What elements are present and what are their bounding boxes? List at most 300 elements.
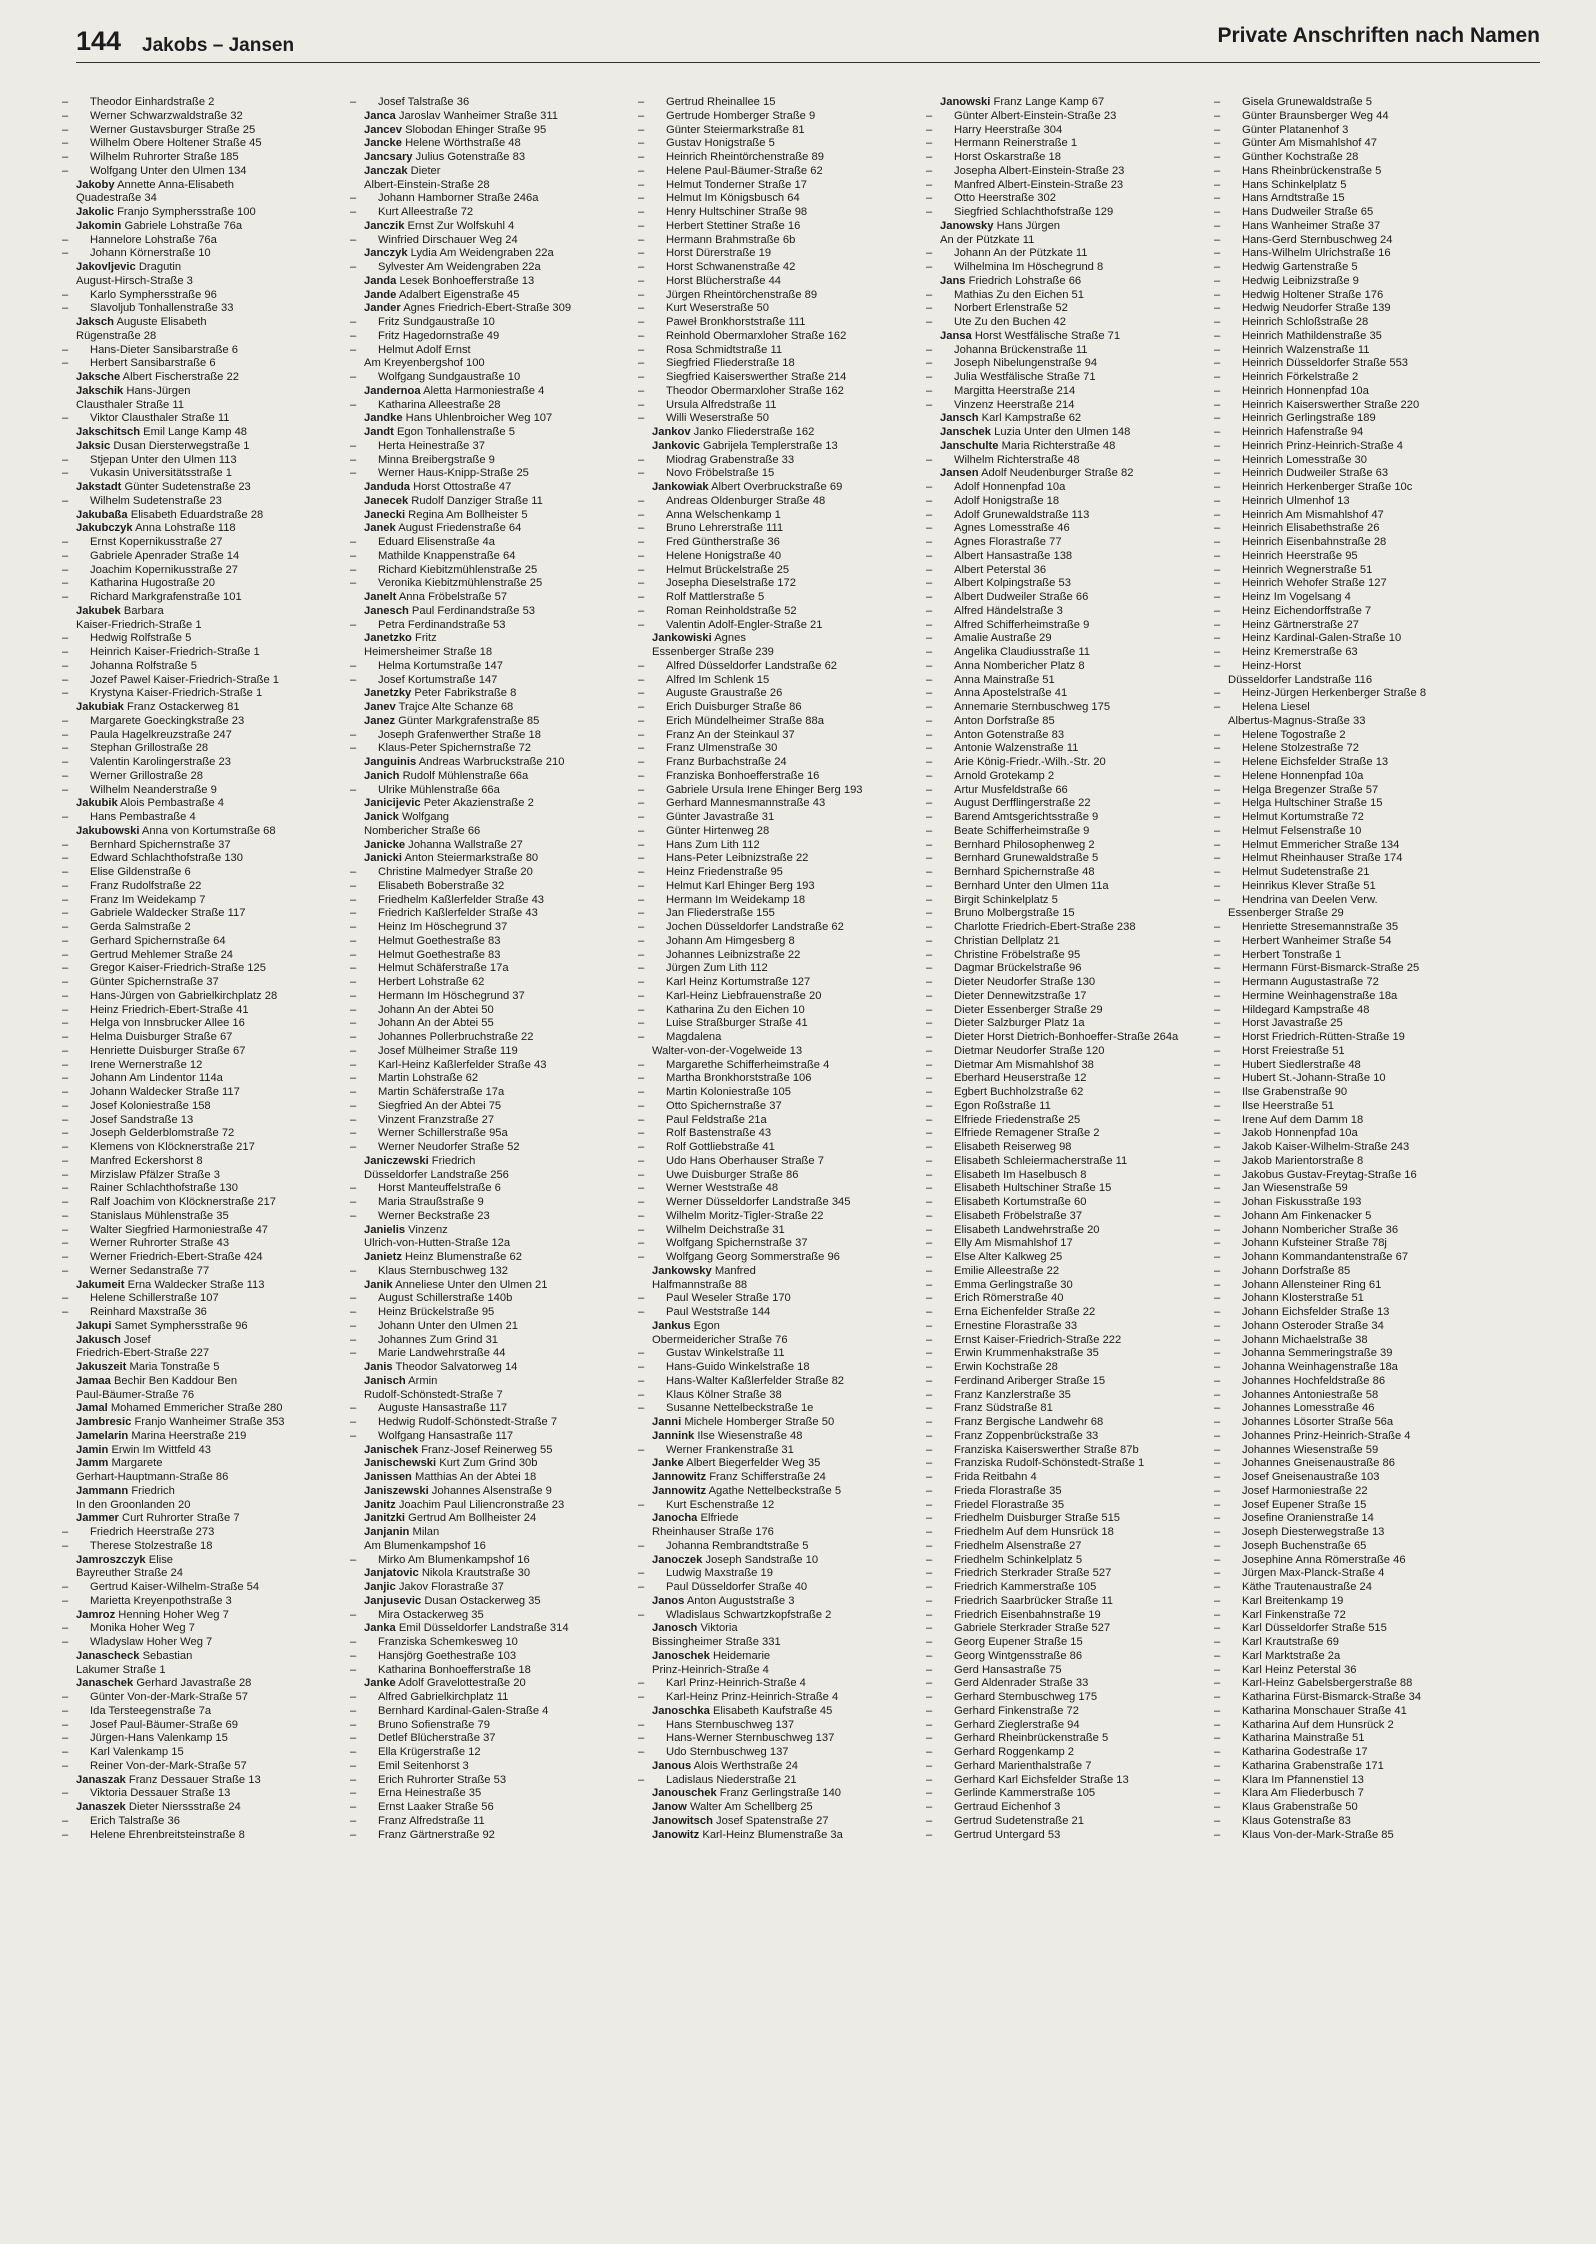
entry-text: Gustav Honigstraße 5: [666, 137, 775, 150]
entry-text: Dieter: [410, 164, 441, 177]
directory-entry: [1214, 1498, 1516, 1513]
directory-entry: [62, 714, 364, 729]
ditto-dash: –: [926, 453, 933, 466]
directory-entry: [62, 151, 364, 165]
directory-entry: [350, 1113, 652, 1128]
ditto-dash: –: [638, 934, 645, 947]
ditto-dash: –: [1214, 1347, 1221, 1360]
directory-entry: [1214, 1251, 1516, 1265]
ditto-dash: –: [1214, 563, 1221, 576]
directory-entry: [76, 1279, 364, 1293]
ditto-dash: –: [1214, 1319, 1221, 1332]
surname: Janitz: [364, 1498, 396, 1511]
directory-entry: [62, 577, 364, 591]
entry-text: Elisabeth Reiserweg 98: [954, 1141, 1072, 1153]
directory-entry: [1214, 1608, 1516, 1623]
entry-text: Johann Am Finkenacker 5: [1242, 1209, 1372, 1222]
ditto-dash: –: [1214, 948, 1221, 961]
ditto-dash: –: [926, 1539, 933, 1552]
entry-text: Bruno Molbergstraße 15: [954, 907, 1075, 920]
entry-text: Heinrich Walzenstraße 11: [1242, 343, 1370, 356]
directory-entry: [1214, 1457, 1516, 1471]
entry-text: Norbert Erlenstraße 52: [954, 302, 1068, 315]
ditto-dash: –: [62, 357, 69, 370]
ditto-dash: –: [350, 948, 357, 961]
ditto-dash: –: [1214, 426, 1221, 438]
directory-entry: [350, 1636, 652, 1650]
entry-text: Helene Togostraße 2: [1242, 728, 1346, 741]
entry-text: Franz Ulmenstraße 30: [666, 742, 778, 755]
ditto-dash: –: [1214, 1031, 1221, 1043]
ditto-dash: –: [1214, 96, 1221, 108]
entry-text: Horst Javastraße 25: [1242, 1017, 1343, 1030]
directory-entry: [638, 151, 940, 165]
entry-text: Reiner Von-der-Mark-Straße 57: [90, 1759, 247, 1772]
directory-entry: [638, 1086, 940, 1100]
entry-text: Alfred Schifferheimstraße 9: [954, 618, 1090, 631]
directory-entry: [364, 1375, 652, 1389]
entry-text: Bruno Sofienstraße 79: [378, 1718, 490, 1731]
entry-text: Johannes Hochfeldstraße 86: [1242, 1374, 1386, 1387]
directory-entry: [926, 1017, 1228, 1031]
surname: Janissen: [364, 1471, 412, 1483]
ditto-dash: –: [926, 1663, 933, 1676]
entry-text: Josef: [123, 1333, 151, 1346]
surname: Janaschek: [76, 1677, 134, 1690]
directory-entry: [940, 330, 1228, 344]
directory-entry: [926, 247, 1228, 261]
entry-text: Bechir Ben Kaddour Ben: [113, 1374, 238, 1387]
surname: Janischewski: [364, 1457, 437, 1470]
entry-text: Elisabeth Boberstraße 32: [378, 879, 505, 892]
ditto-dash: –: [926, 178, 933, 191]
entry-text: Arnold Grotekamp 2: [954, 769, 1055, 782]
directory-entry: [926, 508, 1228, 523]
entry-text: Josef Mülheimer Straße 119: [378, 1044, 518, 1057]
entry-text: Rügenstraße 28: [76, 329, 157, 342]
ditto-dash: –: [62, 96, 69, 108]
entry-text: Auguste Hansastraße 117: [378, 1402, 508, 1415]
ditto-dash: –: [638, 1581, 645, 1593]
entry-text: Heinz Im Höschegrund 37: [378, 921, 508, 933]
surname: Janosch: [652, 1622, 698, 1635]
entry-text: Friedrich Eisenbahnstraße 19: [954, 1608, 1101, 1621]
ditto-dash: –: [1214, 1787, 1221, 1800]
entry-text: Emma Gerlingstraße 30: [954, 1278, 1073, 1291]
ditto-dash: –: [638, 412, 645, 425]
directory-entry: [652, 1801, 940, 1815]
entry-text: Heinz Friedrich-Ebert-Straße 41: [90, 1003, 249, 1016]
directory-entry: [1214, 1649, 1516, 1664]
surname: Jakschitsch: [76, 426, 141, 438]
directory-entry: [62, 453, 364, 468]
entry-text: Paul Weseler Straße 170: [666, 1292, 791, 1305]
ditto-dash: –: [1214, 1278, 1221, 1291]
entry-text: Werner Haus-Knipp-Straße 25: [378, 467, 529, 480]
ditto-dash: –: [62, 577, 69, 590]
directory-entry: [76, 1677, 364, 1691]
ditto-dash: –: [926, 1718, 933, 1731]
ditto-dash: –: [638, 1113, 645, 1126]
directory-entry: [1214, 247, 1516, 261]
ditto-dash: –: [926, 1003, 933, 1016]
ditto-dash: –: [638, 219, 645, 232]
entry-text: Udo Hans Oberhauser Straße 7: [666, 1154, 824, 1167]
ditto-dash: –: [638, 1017, 645, 1030]
entry-text: Dusan Diersterwegstraße 1: [113, 439, 250, 452]
entry-text: Hans Pembastraße 4: [90, 811, 196, 823]
directory-entry: [638, 1113, 940, 1128]
ditto-dash: –: [926, 742, 933, 755]
directory-entry: [638, 1072, 940, 1086]
ditto-dash: –: [638, 1141, 645, 1153]
entry-text: Jürgen Max-Planck-Straße 4: [1242, 1567, 1385, 1580]
ditto-dash: –: [62, 962, 69, 975]
entry-text: Josepha Albert-Einstein-Straße 23: [954, 164, 1125, 177]
directory-entry: [62, 1746, 364, 1760]
entry-text: Erwin Im Wittfeld 43: [111, 1443, 211, 1456]
directory-entry: [926, 838, 1228, 853]
ditto-dash: –: [1214, 659, 1221, 672]
ditto-dash: –: [926, 1457, 933, 1470]
entry-text: Matthias An der Abtei 18: [415, 1471, 537, 1483]
entry-text: Peter Fabrikstraße 8: [414, 687, 517, 700]
directory-entry: [62, 494, 364, 509]
surname: Jandernoa: [364, 384, 421, 397]
entry-text: Adolf Honigstraße 18: [954, 494, 1060, 507]
directory-entry: [652, 1705, 940, 1719]
ditto-dash: –: [638, 783, 645, 796]
ditto-dash: –: [1214, 109, 1221, 122]
surname: Janka: [364, 1622, 396, 1635]
entry-text: Gerhard Spichernstraße 64: [90, 934, 226, 947]
ditto-dash: –: [350, 659, 357, 672]
entry-text: Johann Kufsteiner Straße 78j: [1242, 1237, 1387, 1250]
ditto-dash: –: [1214, 1443, 1221, 1456]
entry-text: Heinrich Herkenberger Straße 10c: [1242, 481, 1413, 493]
directory-entry: [1214, 1443, 1516, 1458]
directory-entry: [926, 1278, 1228, 1293]
entry-text: Friedrich: [431, 1154, 476, 1167]
ditto-dash: –: [638, 577, 645, 590]
ditto-dash: –: [638, 852, 645, 865]
ditto-dash: –: [62, 247, 69, 260]
directory-entry: [62, 1636, 364, 1650]
directory-entry: [1214, 783, 1516, 798]
directory-entry: [76, 1567, 364, 1581]
entry-text: Theodor Obermarxloher Straße 162: [666, 384, 844, 397]
entry-text: Fritz Hagedornstraße 49: [378, 329, 500, 342]
entry-text: Friedrich Lohstraße 66: [968, 274, 1082, 287]
directory-entry: [62, 962, 364, 976]
ditto-dash: –: [926, 288, 933, 301]
ditto-dash: –: [926, 728, 933, 741]
entry-text: Franz An der Steinkaul 37: [666, 728, 795, 741]
surname: Jakubczyk: [76, 522, 133, 535]
directory-entry: [350, 316, 652, 330]
directory-entry: [926, 769, 1228, 784]
ditto-dash: –: [926, 1182, 933, 1195]
entry-text: Erich Römerstraße 40: [954, 1292, 1064, 1305]
ditto-dash: –: [62, 756, 69, 768]
directory-entry: [1214, 1223, 1516, 1238]
directory-entry: [652, 426, 940, 440]
directory-entry: [638, 371, 940, 385]
ditto-dash: –: [350, 1196, 357, 1208]
entry-text: Heinrich Rheintörchenstraße 89: [666, 151, 824, 163]
entry-text: Mohamed Emmericher Straße 280: [110, 1402, 283, 1415]
entry-text: Hans-Wilhelm Ulrichstraße 16: [1242, 247, 1391, 260]
directory-entry: [76, 1416, 364, 1430]
directory-entry: [652, 1829, 940, 1843]
entry-text: Jakob Kaiser-Wilhelm-Straße 243: [1242, 1141, 1410, 1153]
ditto-dash: –: [350, 96, 357, 108]
ditto-dash: –: [926, 976, 933, 988]
directory-entry: [62, 1003, 364, 1018]
directory-entry: [350, 1649, 652, 1664]
ditto-dash: –: [1214, 1044, 1221, 1057]
directory-entry: [364, 1444, 652, 1458]
directory-entry: [62, 1759, 364, 1774]
directory-entry: [926, 618, 1228, 633]
directory-entry: [638, 962, 940, 976]
entry-text: Heinrich Düsseldorfer Straße 553: [1242, 357, 1409, 370]
entry-text: Albert Biegerfelder Weg 35: [686, 1457, 821, 1470]
entry-text: Kurt Eschenstraße 12: [666, 1498, 775, 1511]
ditto-dash: –: [62, 494, 69, 507]
entry-text: Erich Duisburger Straße 86: [666, 701, 802, 713]
directory-entry: [350, 1333, 652, 1348]
entry-text: Albert Overbruckstraße 69: [711, 481, 843, 493]
directory-entry: [1214, 1663, 1516, 1678]
entry-text: Margarete Goeckingkstraße 23: [90, 714, 245, 727]
ditto-dash: –: [926, 1278, 933, 1291]
ditto-dash: –: [350, 467, 357, 480]
entry-text: Dietmar Am Mismahlshof 38: [954, 1058, 1094, 1071]
entry-text: Andreas Oldenburger Straße 48: [666, 494, 826, 507]
ditto-dash: –: [1214, 1388, 1221, 1401]
entry-text: Ute Zu den Buchen 42: [954, 316, 1066, 328]
entry-text: Johann Körnerstraße 10: [90, 247, 211, 260]
ditto-dash: –: [638, 866, 645, 878]
directory-entry: [1214, 1746, 1516, 1760]
entry-text: Ernst Laaker Straße 56: [378, 1801, 494, 1813]
ditto-dash: –: [926, 907, 933, 920]
directory-entry: [350, 783, 652, 798]
directory-entry: [1214, 1567, 1516, 1581]
entry-text: Nombericher Straße 66: [364, 824, 481, 837]
ditto-dash: –: [926, 989, 933, 1002]
directory-entry: [926, 783, 1228, 798]
entry-text: Katharina Fürst-Bismarck-Straße 34: [1242, 1691, 1422, 1703]
directory-entry: [350, 1608, 652, 1623]
ditto-dash: –: [62, 1003, 69, 1016]
directory-entry: [1214, 1814, 1516, 1829]
entry-text: Gertrud Rheinallee 15: [666, 96, 776, 108]
ditto-dash: –: [926, 1113, 933, 1126]
entry-text: Albert-Einstein-Straße 28: [364, 178, 490, 191]
ditto-dash: –: [926, 1237, 933, 1250]
directory-entry: [62, 687, 364, 701]
ditto-dash: –: [1214, 1581, 1221, 1593]
directory-entry: [926, 316, 1228, 330]
entry-text: Hubert Siedlerstraße 48: [1242, 1058, 1361, 1071]
entry-text: Franz Dessauer Straße 13: [128, 1773, 261, 1786]
entry-text: Franz Burbachstraße 24: [666, 756, 787, 768]
entry-text: Werner Neudorfer Straße 52: [378, 1141, 520, 1153]
entry-text: Adolf Honnenpfad 10a: [954, 481, 1066, 493]
directory-entry: [638, 563, 940, 578]
entry-text: Klara Am Fliederbusch 7: [1242, 1787, 1364, 1800]
directory-entry: [76, 1444, 364, 1458]
directory-entry: [926, 632, 1228, 646]
entry-text: Harry Heerstraße 304: [954, 123, 1063, 136]
entry-text: Ulrich-von-Hutten-Straße 12a: [364, 1237, 511, 1250]
directory-entry: [638, 1154, 940, 1169]
entry-text: Theodor Einhardstraße 2: [90, 96, 215, 108]
directory-entry: [926, 1388, 1228, 1403]
entry-text: Wilhelm Ruhrorter Straße 185: [90, 151, 239, 163]
ditto-dash: –: [926, 316, 933, 328]
ditto-dash: –: [638, 151, 645, 163]
entry-text: Hans-Werner Sternbuschweg 137: [666, 1732, 835, 1745]
directory-entry: [926, 1347, 1228, 1361]
entry-text: Henriette Stresemannstraße 35: [1242, 921, 1399, 933]
directory-entry: [638, 1141, 940, 1155]
entry-text: Valentin Adolf-Engler-Straße 21: [666, 618, 823, 631]
ditto-dash: –: [350, 1141, 357, 1153]
directory-entry: [1214, 811, 1516, 825]
entry-text: Hermine Weinhagenstraße 18a: [1242, 989, 1398, 1002]
entry-text: Johannes Lösorter Straße 56a: [1242, 1416, 1394, 1428]
entry-text: Uwe Duisburger Straße 86: [666, 1168, 799, 1181]
directory-entry: [1214, 1031, 1516, 1045]
ditto-dash: –: [638, 1072, 645, 1085]
surname: Jamaa: [76, 1374, 111, 1387]
directory-entry: [1214, 1361, 1516, 1375]
entry-text: Sebastian: [142, 1649, 193, 1662]
ditto-dash: –: [926, 893, 933, 906]
directory-entry: [926, 1773, 1228, 1788]
ditto-dash: –: [926, 1086, 933, 1098]
directory-entry: [638, 164, 940, 179]
directory-entry: [1214, 508, 1516, 523]
entry-text: Hans-Walter Kaßlerfelder Straße 82: [666, 1374, 845, 1387]
directory-columns: [62, 96, 1516, 2216]
directory-entry: [350, 1017, 652, 1031]
ditto-dash: –: [926, 1223, 933, 1236]
entry-text: Viktoria Dessauer Straße 13: [90, 1787, 231, 1800]
ditto-dash: –: [926, 481, 933, 493]
entry-text: Anton Gotenstraße 83: [954, 728, 1065, 741]
entry-text: Ida Tersteegenstraße 7a: [90, 1704, 212, 1717]
ditto-dash: –: [638, 233, 645, 246]
ditto-dash: –: [638, 907, 645, 920]
ditto-dash: –: [62, 1127, 69, 1140]
ditto-dash: –: [1214, 1649, 1221, 1662]
ditto-dash: –: [926, 1526, 933, 1538]
directory-column-1: [62, 96, 364, 2216]
directory-entry: [652, 632, 940, 646]
directory-entry: [1214, 412, 1516, 426]
entry-text: Heinrich Wehofer Straße 127: [1242, 577, 1387, 590]
entry-text: Albertus-Magnus-Straße 33: [1228, 714, 1366, 727]
ditto-dash: –: [350, 536, 357, 548]
directory-entry: [1214, 687, 1516, 701]
directory-entry: [350, 1196, 652, 1210]
entry-text: Albert Peterstal 36: [954, 563, 1047, 576]
surname: Janaszek: [76, 1801, 126, 1813]
directory-entry: [652, 440, 940, 454]
directory-entry: [62, 1017, 364, 1031]
ditto-dash: –: [350, 1127, 357, 1140]
directory-entry: [926, 1663, 1228, 1678]
directory-entry: [1214, 1526, 1516, 1540]
ditto-dash: –: [926, 1402, 933, 1415]
directory-entry: [940, 220, 1228, 234]
directory-entry: [652, 1636, 940, 1650]
ditto-dash: –: [350, 1704, 357, 1717]
ditto-dash: –: [350, 618, 357, 631]
entry-text: Gerd Hansastraße 75: [954, 1663, 1062, 1676]
directory-entry: [638, 989, 940, 1004]
ditto-dash: –: [350, 1347, 357, 1360]
directory-entry: [76, 509, 364, 523]
directory-entry: [1214, 1622, 1516, 1636]
directory-column-5: [1214, 96, 1516, 2216]
directory-entry: [62, 1168, 364, 1183]
entry-text: Lesek Bonhoefferstraße 13: [399, 274, 535, 287]
ditto-dash: –: [638, 742, 645, 755]
directory-entry: [364, 1512, 652, 1526]
entry-text: Heinrich Wegnerstraße 51: [1242, 563, 1373, 576]
entry-text: Obermeidericher Straße 76: [652, 1333, 788, 1346]
surname: Janesch: [364, 604, 409, 617]
entry-text: Rudolf Mühlenstraße 66a: [402, 769, 529, 782]
directory-entry: [1214, 563, 1516, 578]
entry-text: Alois Pembastraße 4: [120, 797, 225, 810]
surname: Janek: [364, 522, 396, 535]
entry-text: Josef Harmoniestraße 22: [1242, 1484, 1368, 1497]
surname: Jammann: [76, 1484, 129, 1497]
directory-entry: [62, 756, 364, 770]
entry-text: Friedhelm Schinkelplatz 5: [954, 1553, 1083, 1566]
surname: Jakubek: [76, 604, 121, 617]
directory-entry: [638, 233, 940, 248]
directory-entry: [652, 1664, 940, 1678]
ditto-dash: –: [1214, 1759, 1221, 1772]
ditto-dash: –: [62, 1732, 69, 1745]
surname: Janicijevic: [364, 797, 421, 810]
entry-text: Hans-Gerd Sternbuschweg 24: [1242, 233, 1393, 246]
entry-text: Amalie Austraße 29: [954, 632, 1052, 645]
entry-text: Horst Blücherstraße 44: [666, 274, 782, 287]
ditto-dash: –: [926, 563, 933, 576]
entry-text: Egon Roßstraße 11: [954, 1099, 1051, 1112]
entry-text: Hedwig Holtener Straße 176: [1242, 288, 1384, 301]
ditto-dash: –: [638, 316, 645, 328]
ditto-dash: –: [926, 123, 933, 136]
entry-text: Susanne Nettelbeckstraße 1e: [666, 1402, 814, 1415]
directory-entry: [1214, 1718, 1516, 1733]
ditto-dash: –: [62, 123, 69, 136]
entry-text: Peter Akazienstraße 2: [423, 797, 534, 810]
directory-entry: [926, 797, 1228, 811]
directory-entry: [638, 1003, 940, 1018]
directory-entry: [1214, 1402, 1516, 1416]
entry-text: Klara Im Pfannenstiel 13: [1242, 1773, 1364, 1786]
directory-entry: [926, 1154, 1228, 1169]
